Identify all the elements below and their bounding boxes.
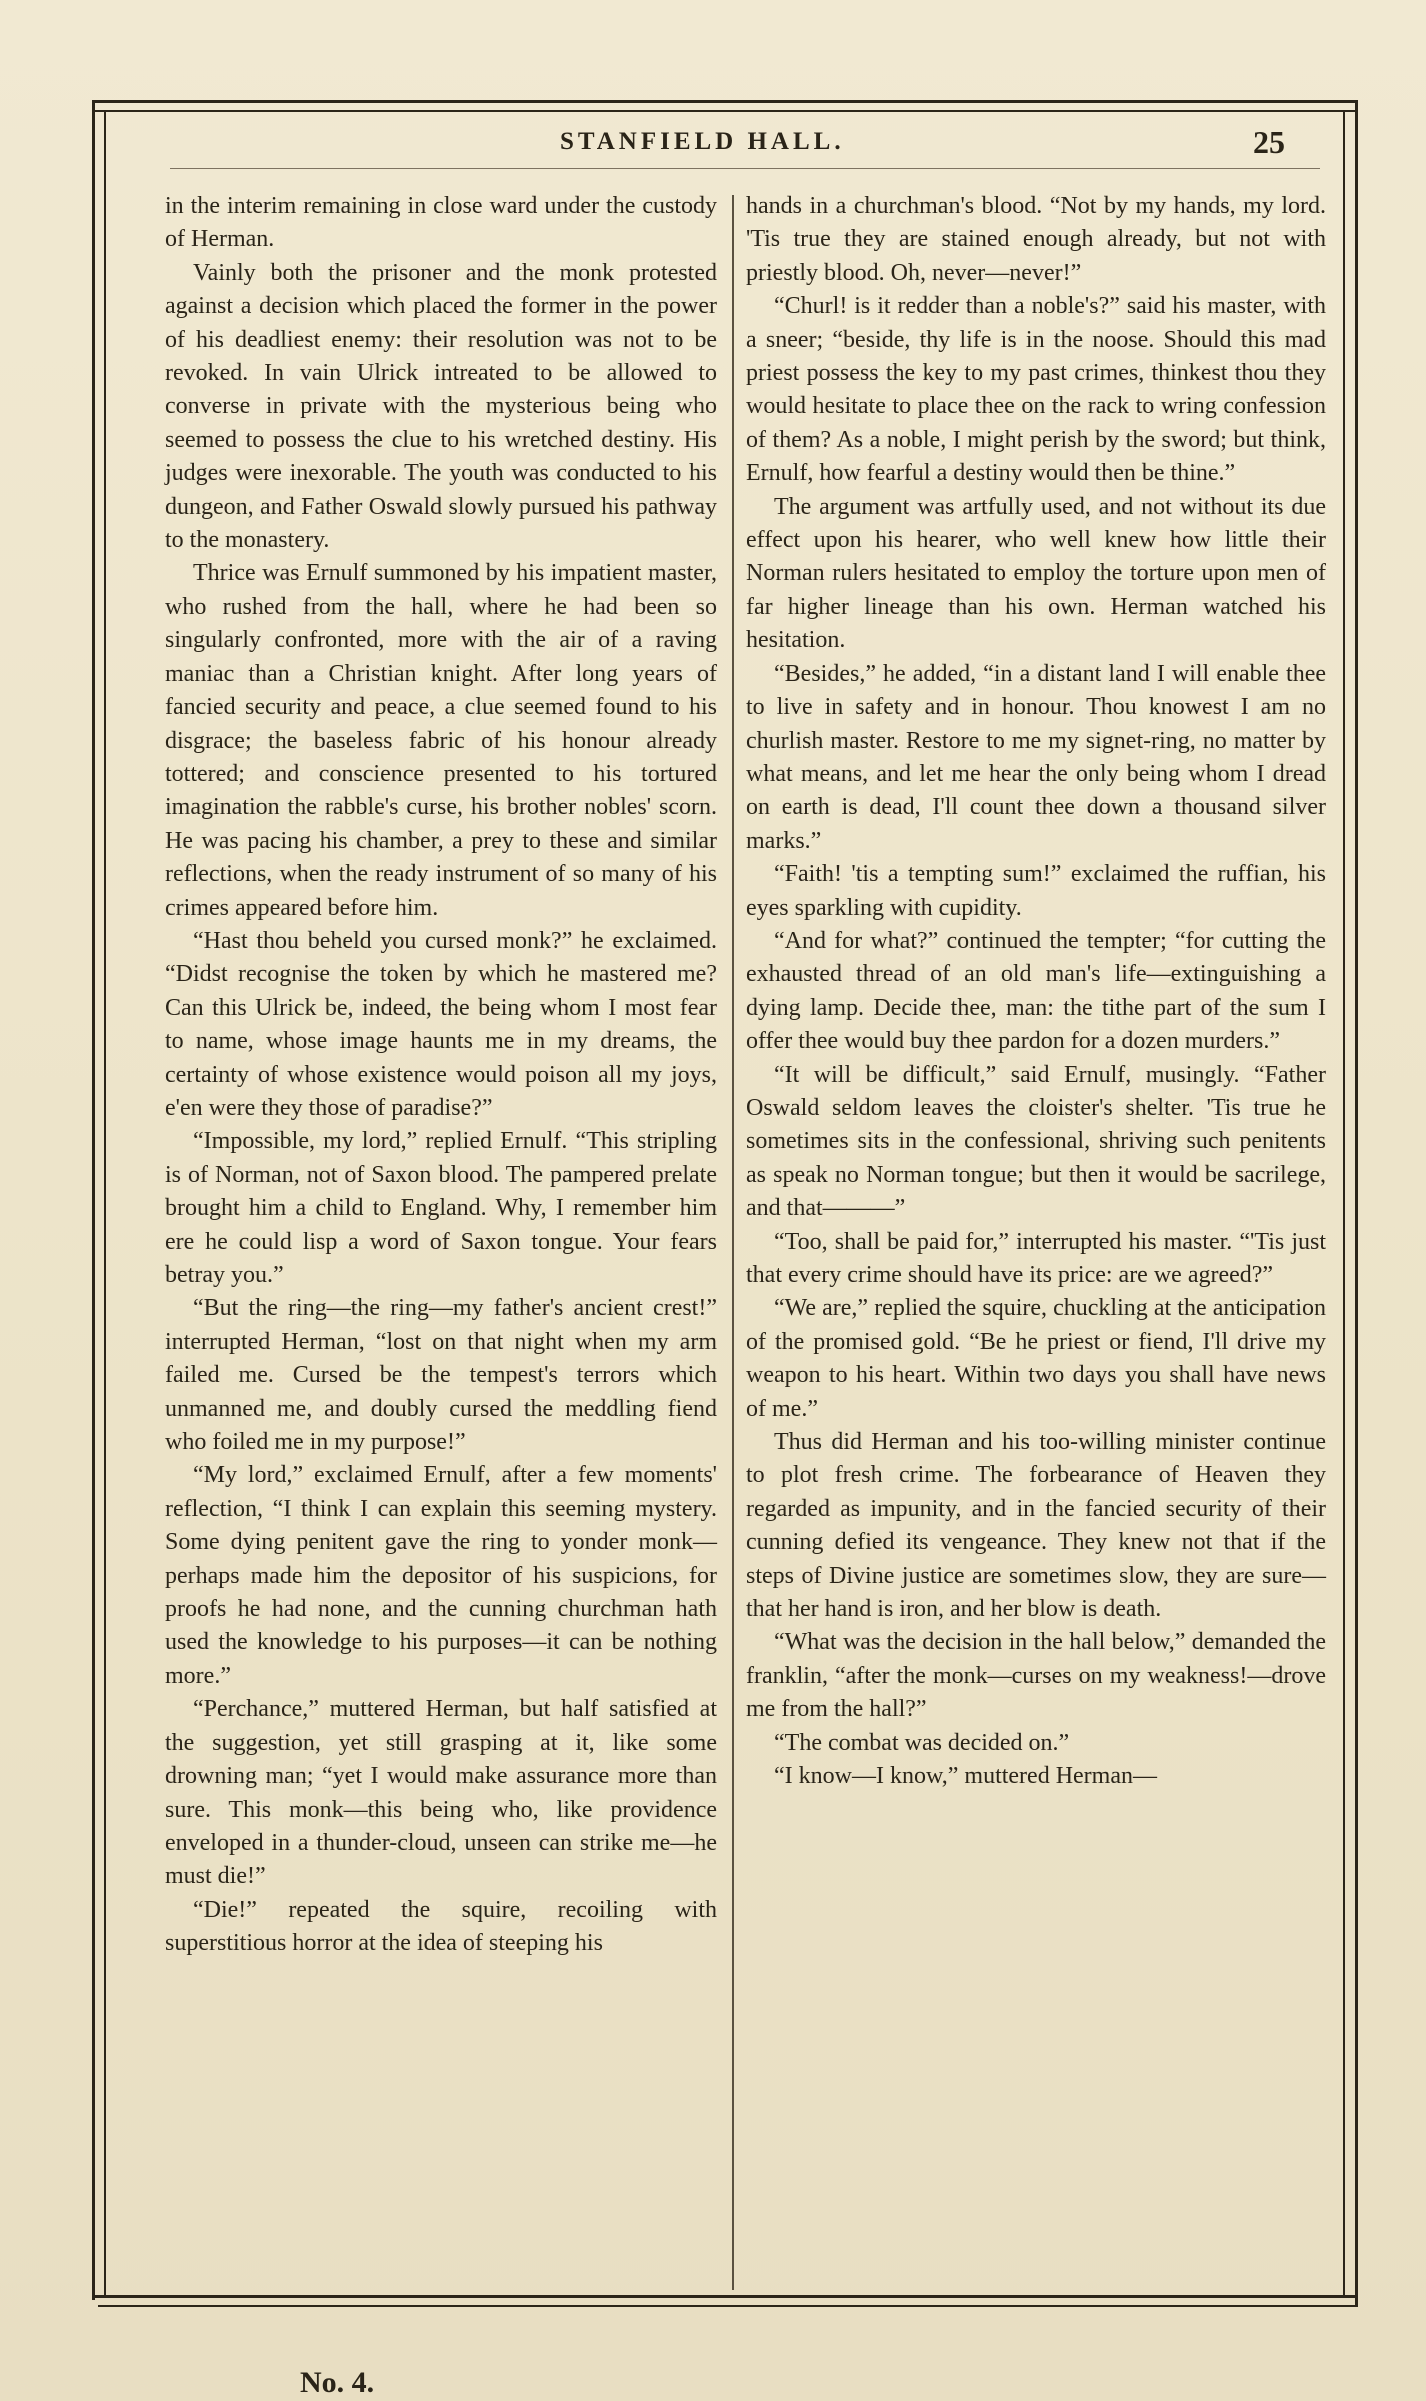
frame-left-rule (92, 100, 95, 2300)
paragraph: The argument was artfully used, and not without its due effect upon his hearer, who well knew how little their Norman rulers hesitated to employ the torture upon men of far higher lineage than his own. Herman watched his hesitation. (746, 493, 1326, 654)
header-rule (170, 168, 1320, 169)
paragraph: “Hast thou beheld you cursed monk?” he exclaimed. “Didst recognise the token by which he mastered me? Can this Ulrick be, indeed, the being whom I most fear to name, whose image haunts me in my dreams, the certainty of whose existence would poison all my joys, e'en were they those of paradise?” (165, 927, 717, 1121)
frame-right-rule (1355, 100, 1358, 2305)
page-number: 25 (1253, 124, 1285, 160)
left-column (165, 190, 717, 1961)
paragraph: “My lord,” exclaimed Ernulf, after a few moments' reflection, “I think I can explain this seeming mystery. Some dying penitent gave the ring to yonder monk—perhaps made him the depositor of his suspicions, for proofs he had none, and the cunning churchman hath used the knowledge to his purposes—it can be nothing more.” (165, 1462, 717, 1689)
paragraph: “Besides,” he added, “in a distant land I will enable thee to live in safety and in honour. Thou knowest I am no churlish master. Restore to me my signet-ring, no matter by what means, and let me hear the only being whom I dread on earth is dead, I'll count thee down a thousand silver marks.” (746, 660, 1326, 854)
paragraph: Vainly both the prisoner and the monk protested against a decision which placed the former in the power of his deadliest enemy: their resolution was not to be revoked. In vain Ulrick intreated to be allowed to converse in private with the mysterious being who seemed to possess the clue to his wretched destiny. His judges were inexorable. The youth was conducted to his dungeon, and Father Oswald slowly pursued his pathway to the monastery. (165, 259, 717, 554)
paragraph: “What was the decision in the hall below,” demanded the franklin, “after the monk—curses on my weakness!—drove me from the hall?” (746, 1629, 1326, 1723)
paragraph: “Faith! 'tis a tempting sum!” exclaimed the ruffian, his eyes sparkling with cupidity. (746, 861, 1326, 921)
paragraph: in the interim remaining in close ward under the custody of Herman. (165, 193, 717, 253)
paragraph: Thus did Herman and his too-willing minister continue to plot fresh crime. The forbearance of Heaven they regarded as impunity, and in the fancied security of their cunning defied its vengeance. They knew not that if the steps of Divine justice are sometimes slow, they are sure—that her hand is iron, and her blow is death. (746, 1429, 1326, 1623)
paragraph: “Die!” repeated the squire, recoiling with superstitious horror at the idea of steeping his (165, 1896, 717, 1957)
running-title: STANFIELD HALL. (560, 128, 845, 155)
paragraph: “Too, shall be paid for,” interrupted his master. “'Tis just that every crime should have its price: are we agreed?” (746, 1228, 1326, 1288)
frame-right-inner-rule (1343, 112, 1345, 2297)
paragraph: “And for what?” continued the tempter; “for cutting the exhausted thread of an old man's life—extinguishing a dying lamp. Decide thee, man: the tithe part of the sum I offer thee would buy thee pardon for a dozen murders.” (746, 927, 1326, 1055)
issue-number: No. 4. (300, 2366, 375, 2399)
frame-left-inner-rule (104, 112, 106, 2297)
frame-bottom-inner-rule (98, 2305, 1358, 2307)
paragraph: “It will be difficult,” said Ernulf, musingly. “Father Oswald seldom leaves the cloister's shelter. 'Tis true he sometimes sits in the confessional, shriving such penitents as speak no Norman tongue; but then it would be sacrilege, and that———” (746, 1061, 1326, 1222)
frame-bottom-rule (95, 2295, 1357, 2298)
paragraph: Thrice was Ernulf summoned by his impatient master, who rushed from the hall, where he had been so singularly confronted, more with the air of a raving maniac than a Christian knight. After long years of fancied security and peace, a clue seemed found to his disgrace; the baseless fabric of his honour already tottered; and conscience presented to his tortured imagination the rabble's curse, his brother nobles' scorn. He was pacing his chamber, a prey to these and similar reflections, when the ready instrument of so many of his crimes appeared before him. (165, 560, 717, 921)
paragraph: “Churl! is it redder than a noble's?” said his master, with a sneer; “beside, thy life is in the noose. Should this mad priest possess the key to my past crimes, thinkest thou they would hesitate to place thee on the rack to wring confession of them? As a noble, I might perish by the sword; but think, Ernulf, how fearful a destiny would then be thine.” (746, 293, 1326, 487)
paragraph: “Perchance,” muttered Herman, but half satisfied at the suggestion, yet still grasping at it, like some drowning man; “yet I would make assurance more than sure. This monk—this being who, like providence enveloped in a thunder-cloud, unseen can strike me—he must die!” (165, 1696, 717, 1890)
frame-top-inner-rule (92, 110, 1357, 112)
paragraph: hands in a churchman's blood. “Not by my hands, my lord. 'Tis true they are stained enough already, but not with priestly blood. Oh, never—never!” (746, 193, 1326, 286)
paragraph: “I know—I know,” muttered Herman— (774, 1763, 1157, 1790)
right-column (746, 190, 1326, 1794)
paragraph: “But the ring—the ring—my father's ancient crest!” interrupted Herman, “lost on that night when my arm failed me. Cursed be the tempest's terrors which unmanned me, and doubly cursed the meddling fiend who foiled me in my purpose!” (165, 1295, 717, 1456)
paragraph: “The combat was decided on.” (774, 1729, 1070, 1756)
frame-top-rule (92, 100, 1357, 103)
paragraph: “Impossible, my lord,” replied Ernulf. “This stripling is of Norman, not of Saxon blood. The pampered prelate brought him a child to England. Why, I remember him ere he could lisp a word of Saxon tongue. Your fears betray you.” (165, 1128, 717, 1288)
paragraph: “We are,” replied the squire, chuckling at the anticipation of the promised gold. “Be he priest or fiend, I'll drive my weapon to his heart. Within two days you shall have news of me.” (746, 1295, 1326, 1422)
column-separator (732, 195, 734, 2290)
